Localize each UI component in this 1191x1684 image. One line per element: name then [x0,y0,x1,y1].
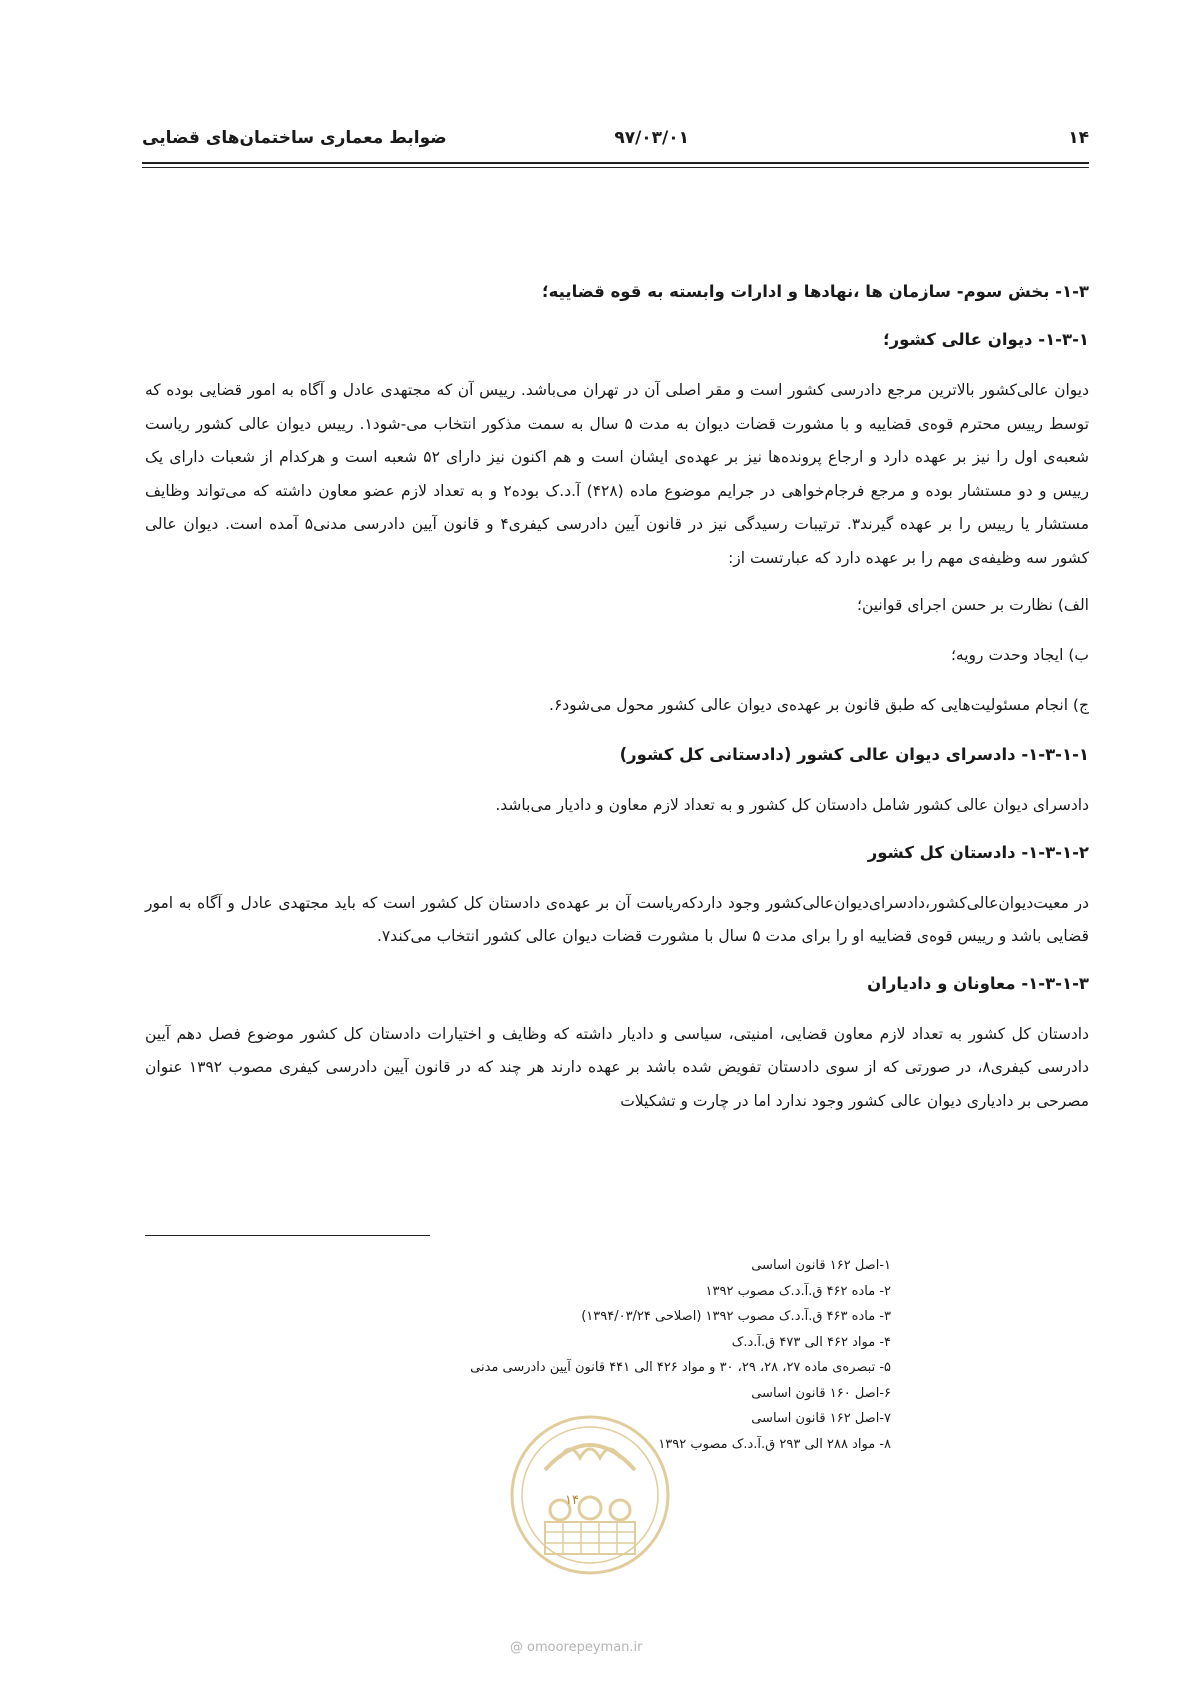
footnote-item: ۷-اصل ۱۶۲ قانون اساسی [751,1411,891,1426]
footnote-item: ۶-اصل ۱۶۰ قانون اساسی [751,1385,891,1401]
paragraph-deputies: دادستان کل کشور به تعداد لازم معاون قضایی، امنیتی، سیاسی و دادیار داشته که وظایف و اختیارات دادستان کل کشور موضوع فصل دهم آیین دادرسی کیفری۸، در صورتی که از سوی دادستان تفویض شده باشد بر عهده دارند هر چند که در قانون آیین دادرسی کیفری مصوب ۱۳۹۲ عنوان مصرحی بر دادیاری دیوان عالی کشور وجود ندارد اما در چارت و تشکیلات [145,1024,1089,1110]
subsection-heading: ۱-۳-۱- دیوان عالی کشور؛ [883,330,1089,349]
footnote-item: ۱-اصل ۱۶۲ قانون اساسی [751,1258,891,1273]
footnote-item: ۵- تبصره‌ی ماده ۲۷، ۲۸، ۲۹، ۳۰ و مواد ۴۲۶ الی ۴۴۱ قانون آیین دادرسی مدنی [470,1360,891,1375]
header-rule-thin [142,167,1089,168]
seal-page-number: ۱۴ [565,1493,579,1508]
footnote-item: ۴- مواد ۴۶۲ الی ۴۷۳ ق.آ.د.ک [731,1334,891,1350]
list-item: ب) ایجاد وحدت رویه؛ [951,646,1089,664]
paragraph-prosecution-office: دادسرای دیوان عالی کشور شامل دادستان کل کشور و به تعداد لازم معاون و دادیار می‌باشد. [495,796,1089,814]
seal-logo [505,1410,675,1580]
page-header [142,128,1089,158]
heading-prosecutor-general: ۱-۳-۱-۲- دادستان کل کشور [867,842,1089,862]
watermark [510,1640,642,1655]
watermark-text: omoorepeyman.ir [527,1640,643,1655]
header-rule [142,162,1089,164]
at-icon: @ [510,1640,523,1655]
header-title: ضوابط معماری ساختمان‌های قضایی [142,128,447,148]
header-page-number: ۱۴ [1068,128,1089,148]
list-item: الف) نظارت بر حسن اجرای قوانین؛ [857,596,1089,614]
section-heading: ۱-۳- بخش سوم- سازمان ها ،نهادها و ادارات وابسته به قوه قضاییه؛ [542,282,1089,301]
heading-prosecution-office: ۱-۳-۱-۱- دادسرای دیوان عالی کشور (دادستانی کل کشور) [619,745,1089,764]
footnote-separator [145,1235,430,1236]
paragraph-supreme-court: دیوان عالی‌کشور بالاترین مرجع دادرسی کشور است و مقر اصلی آن در تهران می‌باشد. رییس آن که مجتهدی عادل و آگاه به امور قضایی بوده که توسط رییس محترم قوه‌ی قضاییه و با مشورت قضات دیوان به مدت ۵ سال به سمت مذکور انتخاب می-شود۱. رییس دیوان عالی کشور ریاست شعبه‌ی اول را نیز بر عهده دارد و ارجاع پرونده‌ها نیز بر عهده‌ی ایشان است و هم اکنون نیز دارای ۵۲ شعبه است و هرکدام از شعبات دارای یک رییس و دو مستشار بوده و مرجع فرجام‌خواهی در جرایم موضوع ماده (۴۲۸) آ.د.ک بوده۲ و به تعداد لازم عضو معاون داشته که می‌تواند وظایف مستشار یا رییس را بر عهده گیرند۳. ترتیبات رسیدگی نیز در قانون آیین دادرسی کیفری۴ و قانون آیین دادرسی مدنی۵ آمده است. دیوان عالی کشور سه وظیفه‌ی مهم را بر عهده دارد که عبارتست از: [145,381,1090,567]
heading-deputies: ۱-۳-۱-۳- معاونان و دادیاران [867,973,1089,993]
paragraph-prosecutor-general: در معیت‌دیوان‌عالی‌کشور،دادسرای‌دیوان‌عالی‌کشور وجود دارد‌که‌ریاست آن بر عهده‌ی دادستان کل کشور است که باید مجتهدی عادل و آگاه به امور قضایی باشد و رییس قوه‌ی قضاییه او را برای مدت ۵ سال با مشورت قضات دیوان عالی کشور انتخاب می‌کند۷. [145,893,1089,945]
footnote-item: ۸- مواد ۲۸۸ الی ۲۹۳ ق.آ.د.ک مصوب ۱۳۹۲ [658,1436,891,1452]
footnote-item: ۲- ماده ۴۶۲ ق.آ.د.ک مصوب ۱۳۹۲ [705,1283,891,1299]
header-date: ۹۷/۰۳/۰۱ [614,128,689,148]
main-content [145,278,1089,1134]
list-item: ج) انجام مسئولیت‌هایی که طبق قانون بر عهده‌ی دیوان عالی کشور محول می‌شود۶. [549,696,1089,714]
footnote-item: ۳- ماده ۴۶۳ ق.آ.د.ک مصوب ۱۳۹۲ (اصلاحی ۱۳۹۴/۰۳/۲۴) [581,1309,891,1324]
